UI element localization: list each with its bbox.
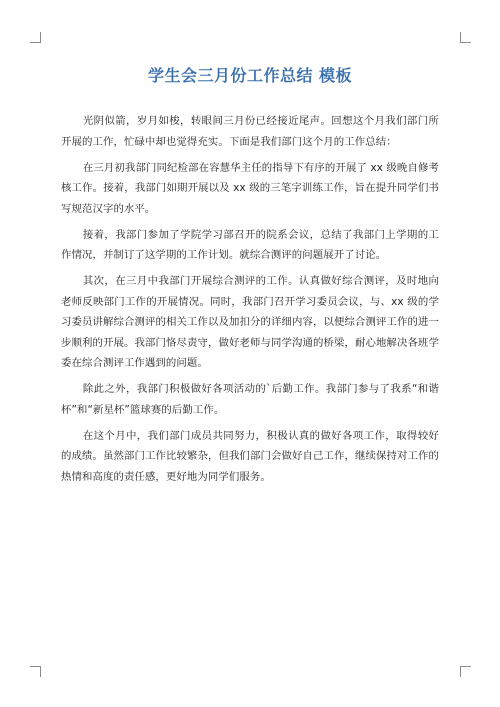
document-body <box>61 111 439 493</box>
paragraph: 光阴似箭，岁月如梭，转眼间三月份已经接近尾声。回想这个月我们部门所开展的工作，忙碌中却也觉得充实。下面是我们部门这个月的工作总结： <box>61 115 439 148</box>
crop-mark-top-right <box>460 32 471 43</box>
document-title: 学生会三月份工作总结 模板 <box>147 66 353 85</box>
paragraph: 在三月初我部门同纪检部在容慧华主任的指导下有序的开展了 xx 级晚自修考核工作。接着，我部门如期开展以及 xx 级的三笔字训练工作，旨在提升同学们书写规范汉字的水平。 <box>61 161 439 215</box>
paragraph: 接着，我部门参加了学院学习部召开的院系会议，总结了我部门上学期的工作情况，并制订了这学期的工作计划。就综合测评的问题展开了讨论。 <box>61 228 439 261</box>
crop-mark-bottom-right <box>460 666 471 677</box>
paragraph: 在这个月中，我们部门成员共同努力，积极认真的做好各项工作，取得较好的成绩。虽然部门工作比较繁杂，但我们部门会做好自己工作，继续保持对工作的热情和高度的责任感，更好地为同学们服务。 <box>61 429 439 483</box>
crop-mark-bottom-left <box>30 666 41 677</box>
paragraph: 除此之外，我部门积极做好各项活动的`后勤工作。我部门参与了我系“和谐杯”和“新星杯”篮球赛的后勤工作。 <box>61 383 439 416</box>
crop-mark-top-left <box>30 32 41 43</box>
paragraph: 其次，在三月中我部门开展综合测评的工作。认真做好综合测评，及时地向老师反映部门工作的开展情况。同时，我部门召开学习委员会议，与、xx 级的学习委员讲解综合测评的相关工作以及加扣分的详细内容，以便综合测评工作的进一步顺利的开展。我部门恪尽责守，做好老师与同学沟通的桥梁，耐心地解决各班学委在综合测评工作遇到的问题。 <box>61 275 439 369</box>
